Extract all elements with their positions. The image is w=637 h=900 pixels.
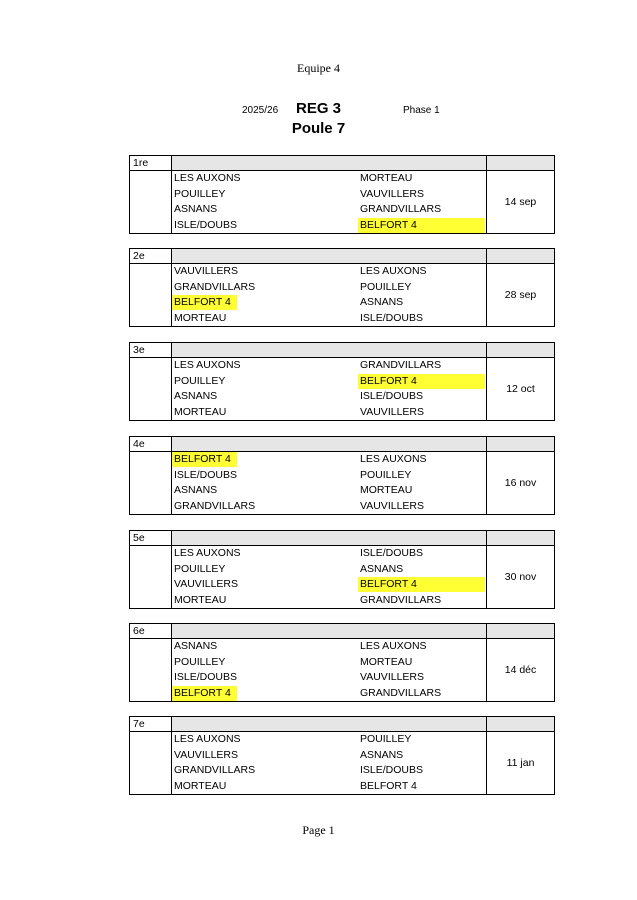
match-list (172, 639, 486, 701)
match-date: 16 nov (487, 452, 555, 515)
team-name: POUILLEY (360, 280, 412, 293)
empty-cell (130, 732, 172, 795)
home-team (172, 748, 358, 764)
home-team (172, 389, 358, 405)
team-name: BELFORT 4 (360, 779, 417, 792)
matches-cell (172, 732, 487, 795)
away-team (358, 779, 487, 795)
header-cell (172, 531, 487, 546)
team-name: BELFORT 4 (358, 218, 485, 233)
team-name: LES AUXONS (360, 453, 427, 465)
team-name: GRANDVILLARS (360, 359, 442, 371)
team-name: ASNANS (174, 203, 218, 215)
team-name: MORTEAU (360, 655, 413, 668)
away-team (358, 311, 487, 327)
team-name: GRANDVILLARS (174, 764, 256, 776)
fixture-table (129, 623, 555, 702)
match-list (172, 264, 486, 326)
team-name: VAUVILLERS (174, 265, 238, 277)
header-cell (487, 531, 555, 546)
team-name: ASNANS (360, 748, 404, 761)
header-cell (487, 156, 555, 171)
team-name: POUILLEY (360, 468, 412, 481)
match-date: 11 jan (487, 732, 555, 795)
team-name: ASNANS (360, 562, 404, 575)
page-footer: Page 1 (302, 823, 335, 837)
team-name: ASNANS (174, 390, 218, 402)
team-name: GRANDVILLARS (360, 593, 442, 606)
match-date: 28 sep (487, 264, 555, 327)
away-team (358, 187, 487, 203)
empty-cell (130, 639, 172, 702)
match-date: 14 sep (487, 171, 555, 234)
team-name: BELFORT 4 (172, 452, 237, 467)
header-cell (487, 437, 555, 452)
empty-cell (130, 452, 172, 515)
phase-label: Phase 1 (403, 105, 440, 116)
matches-cell (172, 546, 487, 609)
fixture-table (129, 155, 555, 234)
team-name: POUILLEY (174, 187, 226, 200)
away-team (358, 358, 487, 374)
empty-cell (130, 264, 172, 327)
team-name: GRANDVILLARS (174, 280, 256, 293)
matches-cell (172, 639, 487, 702)
team-name: BELFORT 4 (358, 374, 485, 389)
home-team (172, 405, 358, 421)
home-team (172, 670, 358, 686)
matches-cell (172, 171, 487, 234)
header-cell (172, 624, 487, 639)
away-team (358, 577, 487, 593)
team-name: POUILLEY (174, 655, 226, 668)
round-label: 3e (130, 343, 172, 358)
team-name: VAUVILLERS (360, 499, 424, 512)
team-name: ISLE/DOUBS (174, 218, 238, 231)
home-team (172, 639, 358, 655)
home-team (172, 187, 358, 203)
team-name: POUILLEY (360, 733, 412, 745)
team-name: ISLE/DOUBS (360, 390, 424, 402)
away-team (358, 686, 487, 702)
home-team (172, 280, 358, 296)
team-name: MORTEAU (360, 484, 413, 496)
header-cell (172, 717, 487, 732)
team-name: POUILLEY (174, 374, 226, 387)
empty-cell (130, 546, 172, 609)
division-title: REG 3 (295, 100, 341, 117)
team-name: POUILLEY (174, 562, 226, 575)
team-title: Equipe 4 (297, 61, 340, 75)
team-name: LES AUXONS (174, 547, 241, 559)
home-team (172, 546, 358, 562)
team-name: MORTEAU (360, 172, 413, 184)
team-name: GRANDVILLARS (360, 203, 442, 215)
home-team (172, 577, 358, 593)
team-name: VAUVILLERS (174, 578, 238, 590)
match-date: 12 oct (487, 358, 555, 421)
team-name: BELFORT 4 (172, 686, 237, 701)
matches-cell (172, 358, 487, 421)
home-team (172, 468, 358, 484)
away-team (358, 468, 487, 484)
team-name: BELFORT 4 (172, 295, 237, 310)
home-team (172, 499, 358, 515)
team-name: ASNANS (174, 484, 218, 496)
team-name: BELFORT 4 (358, 577, 485, 592)
round-label: 1re (130, 156, 172, 171)
header-cell (487, 717, 555, 732)
team-name: ASNANS (360, 296, 404, 308)
header-cell (172, 156, 487, 171)
away-team (358, 732, 487, 748)
team-name: MORTEAU (174, 405, 227, 418)
home-team (172, 483, 358, 499)
home-team (172, 202, 358, 218)
home-team (172, 562, 358, 578)
round-table (129, 342, 554, 421)
team-name: ISLE/DOUBS (174, 468, 238, 481)
home-team (172, 779, 358, 795)
team-name: VAUVILLERS (174, 748, 238, 761)
team-name: LES AUXONS (174, 172, 241, 184)
empty-cell (130, 171, 172, 234)
header-cell (487, 624, 555, 639)
away-team (358, 670, 487, 686)
team-name: LES AUXONS (360, 640, 427, 652)
match-list (172, 546, 486, 608)
away-team (358, 655, 487, 671)
home-team (172, 452, 358, 468)
home-team (172, 171, 358, 187)
round-table (129, 530, 554, 609)
fixture-table (129, 436, 555, 515)
fixture-table (129, 342, 555, 421)
matches-cell (172, 452, 487, 515)
home-team (172, 374, 358, 390)
away-team (358, 562, 487, 578)
away-team (358, 171, 487, 187)
header-cell (172, 343, 487, 358)
match-date: 14 déc (487, 639, 555, 702)
home-team (172, 218, 358, 234)
team-name: ISLE/DOUBS (174, 671, 238, 683)
home-team (172, 295, 358, 311)
away-team (358, 452, 487, 468)
round-label: 7e (130, 717, 172, 732)
away-team (358, 593, 487, 609)
away-team (358, 763, 487, 779)
home-team (172, 763, 358, 779)
away-team (358, 389, 487, 405)
team-name: LES AUXONS (174, 359, 241, 371)
away-team (358, 499, 487, 515)
home-team (172, 655, 358, 671)
fixture-table (129, 716, 555, 795)
round-label: 4e (130, 437, 172, 452)
away-team (358, 295, 487, 311)
team-name: MORTEAU (174, 593, 227, 606)
team-name: ASNANS (174, 640, 218, 652)
season-label: 2025/26 (242, 105, 279, 116)
team-name: MORTEAU (174, 779, 227, 792)
round-label: 6e (130, 624, 172, 639)
team-name: GRANDVILLARS (174, 499, 256, 512)
team-name: ISLE/DOUBS (360, 311, 424, 324)
round-table (129, 623, 554, 702)
team-name: LES AUXONS (174, 733, 241, 745)
home-team (172, 264, 358, 280)
match-list (172, 732, 486, 794)
match-list (172, 171, 486, 233)
home-team (172, 358, 358, 374)
home-team (172, 686, 358, 702)
away-team (358, 639, 487, 655)
match-list (172, 358, 486, 420)
team-name: ISLE/DOUBS (360, 764, 424, 776)
header-cell (172, 249, 487, 264)
home-team (172, 311, 358, 327)
round-label: 2e (130, 249, 172, 264)
team-name: VAUVILLERS (360, 671, 424, 683)
away-team (358, 483, 487, 499)
matches-cell (172, 264, 487, 327)
away-team (358, 546, 487, 562)
team-name: GRANDVILLARS (360, 686, 442, 699)
away-team (358, 218, 487, 234)
team-name: VAUVILLERS (360, 405, 424, 418)
away-team (358, 748, 487, 764)
team-name: VAUVILLERS (360, 187, 424, 200)
round-table (129, 436, 554, 515)
header-cell (487, 343, 555, 358)
away-team (358, 374, 487, 390)
away-team (358, 405, 487, 421)
fixture-table (129, 530, 555, 609)
home-team (172, 593, 358, 609)
poule-title: Poule 7 (291, 120, 346, 137)
fixture-table (129, 248, 555, 327)
home-team (172, 732, 358, 748)
away-team (358, 264, 487, 280)
away-team (358, 280, 487, 296)
header-cell (172, 437, 487, 452)
team-name: ISLE/DOUBS (360, 547, 424, 559)
round-table (129, 716, 554, 795)
round-table (129, 155, 554, 234)
match-date: 30 nov (487, 546, 555, 609)
round-table (129, 248, 554, 327)
header-cell (487, 249, 555, 264)
match-list (172, 452, 486, 514)
team-name: MORTEAU (174, 311, 227, 324)
team-name: LES AUXONS (360, 265, 427, 277)
away-team (358, 202, 487, 218)
empty-cell (130, 358, 172, 421)
round-label: 5e (130, 531, 172, 546)
